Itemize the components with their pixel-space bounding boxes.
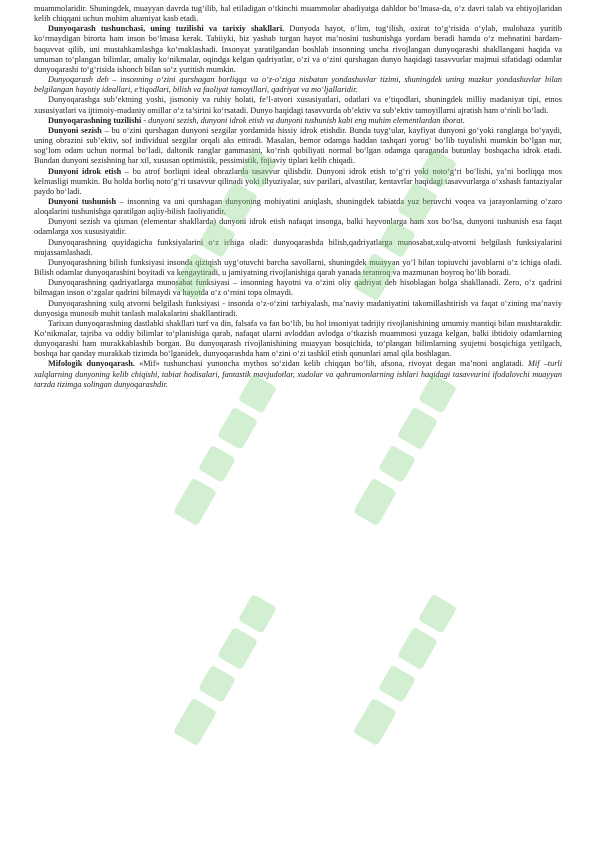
text-segment: Dunyoqarashning quyidagicha funksiyalarini o‘z ichiga oladi: dunyoqarashda bilish,qadriyatlarga munosabat,xulq-atvorni belgilash funksiyalarini mujassamlashadi.: [34, 237, 562, 257]
paragraph: [34, 359, 562, 389]
text-segment: muammolaridir. Shuningdek, muayyan davrda tug‘ilib, hal etiladigan o‘tkinchi muammolar abadiyatga dahldor bo‘lmasa-da, o‘z davri talab va ehtiyojlaridan kelib chiqqani uchun muhim ahamiyat kasb etadi.: [34, 4, 562, 24]
text-segment: Dunyoqarashning tuzilishi: [48, 115, 142, 125]
text-segment: «Mif» tushunchasi yunoncha mythos so‘zidan kelib chiqqan bo‘lib, afsona, rivoyat degan ma’noni anglatadi.: [134, 359, 529, 369]
paragraph: [34, 75, 562, 95]
paragraph: [34, 217, 562, 237]
paragraph: [34, 126, 562, 167]
text-segment: Dunyoni sezish va qisman (elementar shakllarda) dunyoni idrok etish nafaqat insonga, balki hayvonlarga ham xos bo‘lsa, dunyoni tushunish esa faqat odamlarga xos xususiyatdir.: [34, 217, 562, 237]
text-segment: – insonning va uni qurshagan dunyoning mohiyatini aniqlash, shuningdek tabiatda yuz beruvchi voqea va jarayonlarning o‘zaro aloqalarini tushunishga qaratilgan aqliy-bilish faoliyatidir.: [34, 196, 562, 217]
paragraph: [34, 24, 562, 75]
paragraph: [34, 238, 562, 258]
text-segment: – bu atrof borliqni ideal obrazlarda tasavvur qilishdir. Dunyoni idrok etish to‘g‘ri yoki noto‘g‘ri bo‘lishi, ya’ni borliqqa mos kelmasligi mumkin. Bu holda borliq noto‘g‘ri tasavvur qilinadi yoki illyuziyalar, suv parilari, alvastilar, kentavrlar haqidagi tasavvurlarga o‘xshash fantaziyalar paydo bo‘ladi.: [34, 166, 562, 196]
text-segment: Tarixan dunyoqarashning dastlabki shakllari turf va din, falsafa va fan bo‘lib, bu hol insoniyat tadrijiy rivojlanishining umumiy mantiqi bilan mushtarakdir. Ko‘nikmalar, tajriba va oddiy bilimlar to‘planishiga qarab, nafaqat ularni avloddan avlodga o‘tkazish muammosi yuzaga kelgan, balki ibtidoiy odamlarning dunyoqarashi ham murakkablashib borgan. Bu dunyoqarash rivojlanishining muayyan bosqichida, to‘plangan bilimlarning syujetni bosqichiga yetilgach, boshqa har qanday murakkab tizimda bo‘lganidek, dunyoqarashda ham o‘zini o‘zi tashkil etish qonunlari amal qila boshlagan.: [34, 318, 562, 359]
document-body: [34, 4, 562, 390]
text-segment: Dunyoqarashning qadriyatlarga munosabat funksiyasi – insonning hayotni va o‘zini oliy qadriyat deb hisoblagan holga shakllanadi. Zero, o‘z qadrini bilmagan inson o‘zgalar qadrini bilmaydi va hayotda o‘z o‘rnini topa olmaydi.: [34, 278, 562, 298]
paragraph: [34, 167, 562, 197]
paragraph: [34, 4, 562, 24]
paragraph: [34, 278, 562, 298]
paragraph: [34, 258, 562, 278]
text-segment: Mifologik dunyoqarash.: [48, 359, 135, 369]
text-segment: Dunyoqarashga sub’ektning yoshi, jismoniy va ruhiy holati, fe’l-atvori xususiyatlari, odatlari va e’tiqodlari, shuningdek milliy madaniyat tipi, etnos xususiyatlari va ijtimoiy-madaniy omillar o‘z ta’sirini ko‘rsatadi. Dunyo haqidagi tasavvurda ob’ektiv va sub’ektiv tamoyillarni ajratish ham o‘rinli bo‘ladi.: [34, 95, 562, 115]
text-segment: Dunyoqarash deb – insonning o‘zini qurshagan borliqqa va o‘z-o‘ziga nisbatan yondashuvlar tizimi, shuningdek uning mazkur yondashuvlar bilan belgilangan hayotiy ideallari, e’tiqodlari, bilish va faoliyat tamoyillari, qadriyat va mo‘ljallaridir.: [34, 75, 562, 95]
text-segment: Dunyoni idrok etish: [48, 166, 122, 176]
text-segment: Dunyoda hayot, o‘lim, tug‘ilish, oxirat to‘g‘risida o‘ylab, mulohaza yuritib ko‘rmaydigan birorta ham inson bo‘lmasa kerak. Tabiiyki, biz yashab turgan hayot ma’nosini tushunishga yordam beradi hamda o‘z mehnatini bardam-baquvvat qilib, uni mustahkamlashga ko‘maklashadi. Insonyat yaratilgandan boshlab insonning uncha rivojlangan dunyoqarashi shakllangani haqida va umuman to‘plangan bilimlar, amaliy ko‘nikmalar, oqindga kelgan qadriyatlar, o‘zi va o‘zini qurshagan dunyo haqidagi tasavvurlar majmui sifatidagi odamlar dunyoqarashi to‘g‘risida ishonch bilan so‘z yuritish mumkin.: [34, 24, 563, 74]
paragraph: [34, 197, 562, 217]
paragraph: [34, 116, 562, 126]
text-segment: Dunyoqarashning xulq atvorni belgilash funksiyasi - insonda o‘z-o‘zini tarbiyalash, ma’naviy madaniyatini takomillashtirish va faqat o‘zining ma’naviy dunyosiga munosib muhit tanlash malakalarini shakllantiradi.: [34, 298, 562, 318]
paragraph: [34, 319, 562, 360]
text-segment: - dunyoni sezish, dunyoni idrok etish va dunyoni tushunish kabi eng muhim elementlardan iborat.: [141, 115, 465, 125]
text-segment: Dunyoqarashning bilish funksiyasi insonda qiziqish uyg‘otuvchi barcha savollarni, shuningdek muayyan yo‘l bilan topiuvchi javoblarni o‘z ichiga oladi. Bilish odamlar dunyoqarashini boyitadi va kengaytiradi, u jamiyatning rivojlanishiga qarab yanada teranroq va mazmunan boyroq bo‘lib boradi.: [34, 257, 562, 278]
paragraph: [34, 95, 562, 115]
paragraph: [34, 299, 562, 319]
text-segment: Dunyoqarash tushunchasi, uning tuzilishi va tarixiy shakllari.: [48, 24, 285, 34]
text-segment: – bu o‘zini qurshagan dunyoni sezgilar yordamida hissiy idrok etishdir. Bunda tuyg‘ular, kayfiyat dunyoni go‘yoki ranglarga bo‘yaydi, uning obrazini sub’ektiv, sof individual sezgilar orqali aks ettiradi. Masalan, bemor odamga haddan tashqari yorug‘ bo‘lib tuyulishi mumkin bo‘lgan nur, sog‘lom odam uchun normal bo‘ladi, daltonik ranglar gammasini, ko‘rish qobiliyati normal bo‘lgan odamga qaraganda butunlay boshqacha idrok etadi. Bundan dunyoni sezishning har xil, xususan optimistik, pessimistik, fojiaviy tiplari kelib chiqadi.: [34, 125, 562, 166]
text-segment: Mif –turli xalqlarning dunyoning kelib chiqishi, tabiat hodisalari, fantastik mavjudotlar, xudolar va qahramonlarning ishlari haqidagi tasavvurini ifodalovchi muayyan tarzda tizimga solingan dunyoqarashdir.: [34, 359, 562, 389]
text-segment: Dunyoni sezish: [48, 125, 102, 135]
text-segment: Dunyoni tushunish: [48, 196, 117, 206]
